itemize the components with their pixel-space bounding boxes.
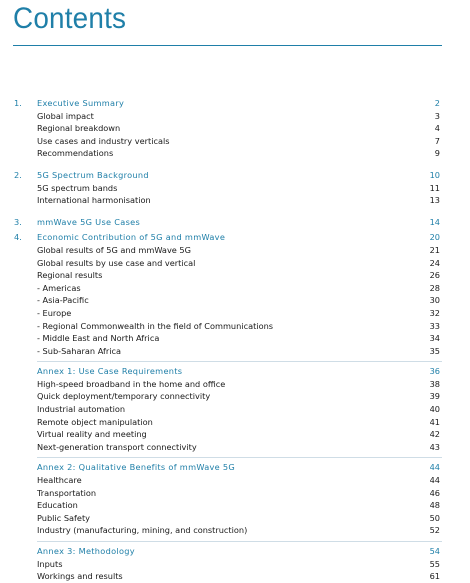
- section-heading: mmWave 5G Use Cases: [37, 216, 141, 227]
- section-page-number: 10: [429, 169, 440, 180]
- toc-entry-row[interactable]: [0, 182, 470, 195]
- toc-entry-row[interactable]: [0, 257, 470, 270]
- entry-page-number: 32: [429, 307, 440, 318]
- entry-page-number: 7: [434, 135, 440, 146]
- toc-entry-row[interactable]: [0, 474, 470, 487]
- toc-heading-row[interactable]: [0, 545, 470, 558]
- entry-page-number: 26: [429, 270, 440, 281]
- entry-label: Global results of 5G and mmWave 5G: [37, 244, 191, 255]
- toc-entry-row[interactable]: [0, 390, 470, 403]
- entry-label: Recommendations: [37, 148, 114, 159]
- section-page-number: 20: [429, 232, 440, 243]
- toc-heading-row[interactable]: [0, 365, 470, 378]
- toc-entry-row[interactable]: [0, 282, 470, 295]
- toc-section: [0, 216, 470, 229]
- toc-heading-row[interactable]: [0, 231, 470, 244]
- toc-heading-row[interactable]: [0, 216, 470, 229]
- entry-page-number: 34: [429, 333, 440, 344]
- entry-label: Industrial automation: [37, 404, 126, 415]
- toc-entry-row[interactable]: [0, 135, 470, 148]
- toc-entry-row[interactable]: [0, 441, 470, 454]
- entry-label: - Regional Commonwealth in the field of Communications: [37, 320, 274, 331]
- entry-page-number: 3: [434, 110, 440, 121]
- entry-page-number: 39: [429, 391, 440, 402]
- entry-label: - Asia-Pacific: [37, 295, 89, 306]
- toc-entry-row[interactable]: [0, 332, 470, 345]
- entry-label: High-speed broadband in the home and office: [37, 378, 226, 389]
- entry-page-number: 40: [429, 404, 440, 415]
- entry-label: Industry (manufacturing, mining, and construction): [37, 525, 248, 536]
- entry-page-number: 9: [434, 148, 440, 159]
- entry-page-number: 28: [429, 282, 440, 293]
- toc-entry-row[interactable]: [0, 122, 470, 135]
- entry-label: Healthcare: [37, 475, 82, 486]
- entry-label: Virtual reality and meeting: [37, 429, 147, 440]
- toc-entry-row[interactable]: [0, 416, 470, 429]
- section-divider: [0, 457, 470, 458]
- toc-entry-row[interactable]: [0, 244, 470, 257]
- entry-label: - Sub-Saharan Africa: [37, 345, 122, 356]
- entry-label: Inputs: [37, 558, 63, 569]
- section-heading: Annex 1: Use Case Requirements: [37, 366, 183, 377]
- page-title: Contents: [13, 2, 127, 35]
- entry-page-number: 55: [429, 558, 440, 569]
- entry-page-number: 52: [429, 525, 440, 536]
- entry-page-number: 21: [429, 244, 440, 255]
- toc-section: [0, 365, 470, 453]
- toc-entry-row[interactable]: [0, 345, 470, 358]
- section-page-number: 54: [429, 546, 440, 556]
- entry-label: Regional breakdown: [37, 123, 121, 134]
- toc-entry-row[interactable]: [0, 524, 470, 537]
- section-divider: [0, 361, 470, 362]
- entry-label: - Americas: [37, 282, 81, 293]
- section-number: 3.: [14, 216, 22, 227]
- entry-label: Global results by use case and vertical: [37, 257, 196, 268]
- toc-entry-row[interactable]: [0, 570, 470, 583]
- entry-label: International harmonisation: [37, 195, 151, 206]
- toc-entry-row[interactable]: [0, 558, 470, 571]
- toc-heading-row[interactable]: [0, 97, 470, 110]
- toc-section: [0, 97, 470, 160]
- section-number: 4.: [14, 232, 22, 243]
- entry-page-number: 46: [429, 487, 440, 498]
- toc-entry-row[interactable]: [0, 194, 470, 207]
- entry-page-number: 30: [429, 295, 440, 306]
- entry-label: Quick deployment/temporary connectivity: [37, 391, 211, 402]
- entry-page-number: 13: [429, 195, 440, 206]
- entry-page-number: 43: [429, 441, 440, 452]
- section-number: 1.: [14, 98, 22, 108]
- section-page-number: 2: [434, 98, 440, 108]
- section-gap: [0, 160, 470, 169]
- entry-page-number: 50: [429, 512, 440, 523]
- toc-entry-row[interactable]: [0, 320, 470, 333]
- toc-section: [0, 461, 470, 537]
- section-page-number: 44: [429, 462, 440, 473]
- entry-page-number: 48: [429, 500, 440, 511]
- entry-label: 5G spectrum bands: [37, 182, 118, 193]
- section-page-number: 36: [429, 366, 440, 377]
- toc-entry-row[interactable]: [0, 499, 470, 512]
- entry-page-number: 24: [429, 257, 440, 268]
- toc-heading-row[interactable]: [0, 461, 470, 474]
- toc-entry-row[interactable]: [0, 403, 470, 416]
- entry-label: Public Safety: [37, 512, 91, 523]
- entry-page-number: 61: [429, 571, 440, 582]
- entry-page-number: 38: [429, 378, 440, 389]
- section-number: 2.: [14, 169, 22, 180]
- section-heading: Executive Summary: [37, 98, 125, 108]
- toc-heading-row[interactable]: [0, 169, 470, 182]
- toc-entry-row[interactable]: [0, 487, 470, 500]
- entry-page-number: 44: [429, 475, 440, 486]
- entry-label: - Middle East and North Africa: [37, 333, 160, 344]
- entry-label: Workings and results: [37, 571, 123, 582]
- toc-section: [0, 545, 470, 583]
- entry-page-number: 41: [429, 416, 440, 427]
- section-heading: 5G Spectrum Background: [37, 169, 149, 180]
- entry-label: - Europe: [37, 307, 72, 318]
- toc-entry-row[interactable]: [0, 294, 470, 307]
- toc-section: [0, 169, 470, 207]
- entry-label: Global impact: [37, 110, 94, 121]
- section-divider: [0, 541, 470, 542]
- entry-label: Regional results: [37, 270, 103, 281]
- section-heading: Annex 3: Methodology: [37, 546, 135, 556]
- toc-entry-row[interactable]: [0, 378, 470, 391]
- table-of-contents: [0, 97, 470, 583]
- entry-label: Education: [37, 500, 78, 511]
- toc-entry-row[interactable]: [0, 110, 470, 123]
- section-page-number: 14: [429, 216, 440, 227]
- toc-entry-row[interactable]: [0, 428, 470, 441]
- toc-entry-row[interactable]: [0, 147, 470, 160]
- section-gap: [0, 207, 470, 216]
- section-heading: Annex 2: Qualitative Benefits of mmWave 5G: [37, 462, 236, 473]
- toc-section: [0, 231, 470, 357]
- title-rule: [13, 45, 442, 46]
- toc-entry-row[interactable]: [0, 307, 470, 320]
- toc-entry-row[interactable]: [0, 269, 470, 282]
- entry-page-number: 33: [429, 320, 440, 331]
- entry-label: Transportation: [37, 487, 97, 498]
- section-heading: Economic Contribution of 5G and mmWave: [37, 232, 226, 243]
- entry-page-number: 11: [429, 182, 440, 193]
- entry-page-number: 35: [429, 345, 440, 356]
- entry-page-number: 4: [434, 123, 440, 134]
- entry-label: Use cases and industry verticals: [37, 135, 170, 146]
- entry-label: Remote object manipulation: [37, 416, 153, 427]
- entry-label: Next-generation transport connectivity: [37, 441, 197, 452]
- entry-page-number: 42: [429, 429, 440, 440]
- toc-entry-row[interactable]: [0, 512, 470, 525]
